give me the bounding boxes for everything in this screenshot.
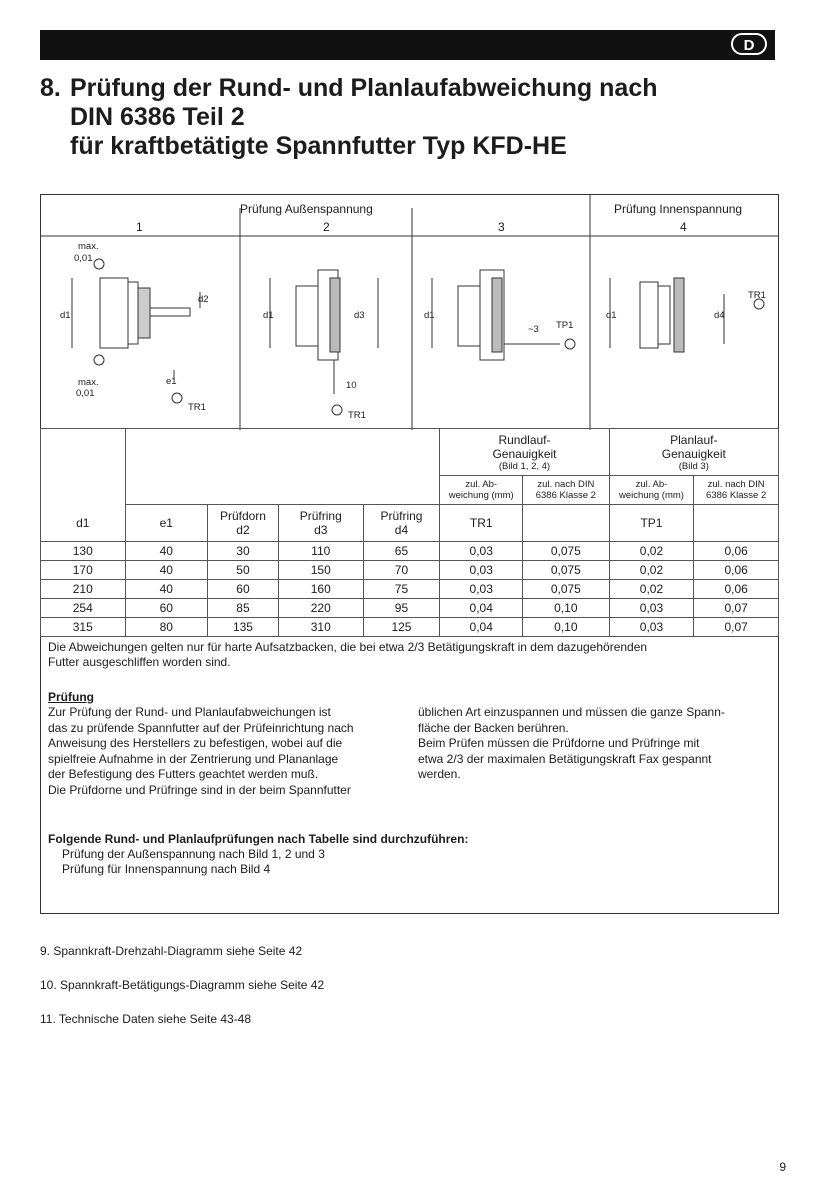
header-zul-2: zul. Ab- weichung (mm) bbox=[609, 476, 694, 505]
figure-number-3: 3 bbox=[498, 220, 505, 234]
test-diagrams bbox=[40, 194, 779, 430]
section-9: 9. Spannkraft-Drehzahl-Diagramm siehe Seite 42 bbox=[40, 944, 303, 958]
rund-label-2: Genauigkeit bbox=[492, 446, 557, 461]
table-cell: 0,03 bbox=[609, 598, 694, 617]
followup-item-1: Prüfung der Außenspannung nach Bild 1, 2 und 3 bbox=[62, 847, 325, 861]
table-cell: 65 bbox=[363, 541, 440, 560]
figure-number-1: 1 bbox=[136, 220, 143, 234]
table-cell: 0,07 bbox=[694, 617, 779, 636]
table-cell: 0,10 bbox=[523, 617, 610, 636]
table-cell: 150 bbox=[278, 560, 363, 579]
col-tr1: TR1 bbox=[440, 505, 523, 542]
table-cell: 40 bbox=[125, 579, 208, 598]
table-cell: 0,07 bbox=[694, 598, 779, 617]
table-cell: 135 bbox=[208, 617, 279, 636]
fig4-d4: d4 bbox=[714, 310, 725, 321]
followup-heading: Folgende Rund- und Planlaufprüfungen nach Tabelle sind durchzuführen: bbox=[48, 832, 469, 846]
plan-label-2: Genauigkeit bbox=[661, 446, 726, 461]
header-zul-1: zul. Ab- weichung (mm) bbox=[440, 476, 523, 505]
table-cell: 0,075 bbox=[523, 579, 610, 598]
fig2-tr1: TR1 bbox=[348, 410, 366, 421]
table-cell: 0,03 bbox=[440, 560, 523, 579]
col-pruefring-d3: Prüfring d3 bbox=[278, 505, 363, 542]
table-cell: 0,06 bbox=[694, 560, 779, 579]
language-badge: D bbox=[731, 33, 767, 55]
table-cell: 60 bbox=[125, 598, 208, 617]
col-pruefring-d4: Prüfring d4 bbox=[363, 505, 440, 542]
figure-4-inner-clamping bbox=[610, 278, 764, 352]
header-blank bbox=[125, 429, 440, 505]
rund-ref: (Bild 1, 2, 4) bbox=[498, 460, 551, 472]
table-cell: 85 bbox=[208, 598, 279, 617]
table-cell: 75 bbox=[363, 579, 440, 598]
label-max-1-value: 0,01 bbox=[74, 253, 93, 264]
table-cell: 95 bbox=[363, 598, 440, 617]
title-line-1: Prüfung der Rund- und Planlaufabweichung nach bbox=[70, 74, 658, 102]
table-cell: 0,10 bbox=[523, 598, 610, 617]
figure-number-4: 4 bbox=[680, 220, 687, 234]
table-cell: 70 bbox=[363, 560, 440, 579]
table-cell: 254 bbox=[41, 598, 126, 617]
title-line-2: DIN 6386 Teil 2 bbox=[70, 103, 245, 131]
fig3-d1: d1 bbox=[424, 310, 435, 321]
fig1-d1: d1 bbox=[60, 310, 71, 321]
page-title bbox=[40, 74, 658, 161]
table-cell: 0,03 bbox=[440, 541, 523, 560]
header-rundlauf bbox=[440, 429, 609, 476]
fig4-d1: d1 bbox=[606, 310, 617, 321]
table-cell: 80 bbox=[125, 617, 208, 636]
col-tp1: TP1 bbox=[609, 505, 694, 542]
header-din-2: zul. nach DIN 6386 Klasse 2 bbox=[694, 476, 779, 505]
figure-number-2: 2 bbox=[323, 220, 330, 234]
table-body bbox=[41, 541, 779, 636]
table-cell: 0,04 bbox=[440, 617, 523, 636]
header-din-1: zul. nach DIN 6386 Klasse 2 bbox=[523, 476, 610, 505]
table-cell: 0,02 bbox=[609, 579, 694, 598]
table-cell: 0,02 bbox=[609, 560, 694, 579]
table-row bbox=[41, 579, 779, 598]
fig4-tr1: TR1 bbox=[748, 290, 766, 301]
col-blank-1 bbox=[523, 505, 610, 542]
table-cell: 0,03 bbox=[440, 579, 523, 598]
table-row bbox=[41, 560, 779, 579]
plan-label-1: Planlauf- bbox=[670, 432, 718, 447]
fig2-d1: d1 bbox=[263, 310, 274, 321]
pruefung-right-column: üblichen Art einzuspannen und müssen die ganze Spann- fläche der Backen berühren. Beim Prüfen müssen die Prüfdorne und Prüfringe mit etwa 2/3 der maximalen Betätigungskraft Fax gespannt werden. bbox=[418, 705, 725, 781]
table-cell: 0,06 bbox=[694, 579, 779, 598]
pruefung-left-column: Zur Prüfung der Rund- und Planlaufabweichungen ist das zu prüfende Spannfutter auf der Prüfeinrichtung nach Anweisung des Herstellers zu befestigen, wobei auf die spielfreie Aufnahme in der Zentrierung und Plananlage der Befestigung des Futters geachtet werden muß. Die Prüfdorne und Prüfringe sind in der beim Spannfutter bbox=[48, 705, 354, 797]
title-line-3: für kraftbetätigte Spannfutter Typ KFD-HE bbox=[70, 132, 567, 160]
runout-table bbox=[40, 428, 779, 637]
figure-2-outer-ring bbox=[270, 270, 378, 415]
header-planlauf bbox=[609, 429, 778, 476]
table-header-columns bbox=[41, 505, 779, 542]
fig1-d2: d2 bbox=[198, 294, 209, 305]
table-cell: 30 bbox=[208, 541, 279, 560]
table-cell: 0,02 bbox=[609, 541, 694, 560]
table-cell: 0,06 bbox=[694, 541, 779, 560]
title-number: 8. bbox=[40, 74, 61, 102]
figure-3-face-runout bbox=[432, 270, 575, 360]
fig3-tp1: TP1 bbox=[556, 320, 574, 331]
table-cell: 110 bbox=[278, 541, 363, 560]
table-row bbox=[41, 617, 779, 636]
fig1-tr1: TR1 bbox=[188, 402, 206, 413]
col-d1: d1 bbox=[41, 505, 126, 542]
table-cell: 0,075 bbox=[523, 560, 610, 579]
label-max-1: max. bbox=[78, 241, 99, 252]
pruefung-heading: Prüfung bbox=[48, 690, 94, 704]
table-row bbox=[41, 598, 779, 617]
section-11: 11. Technische Daten siehe Seite 43-48 bbox=[40, 1012, 252, 1026]
label-max-2: max. bbox=[78, 377, 99, 388]
deviation-note bbox=[48, 640, 768, 670]
fig3-three: ~3 bbox=[528, 324, 539, 335]
fig1-e1: e1 bbox=[166, 376, 177, 387]
rund-label-1: Rundlauf- bbox=[498, 432, 551, 447]
table-cell: 40 bbox=[125, 541, 208, 560]
table-cell: 50 bbox=[208, 560, 279, 579]
plan-ref: (Bild 3) bbox=[678, 460, 709, 472]
note-line-2: Futter ausgeschliffen worden sind. bbox=[48, 655, 231, 669]
col-pruefdorn: Prüfdorn d2 bbox=[208, 505, 279, 542]
table-cell: 170 bbox=[41, 560, 126, 579]
table-cell: 210 bbox=[41, 579, 126, 598]
table-cell: 0,03 bbox=[609, 617, 694, 636]
header-d1-top bbox=[41, 429, 126, 505]
fig2-ten: 10 bbox=[346, 380, 357, 391]
fig2-d3: d3 bbox=[354, 310, 365, 321]
table-cell: 315 bbox=[41, 617, 126, 636]
page-number: 9 bbox=[779, 1160, 786, 1174]
label-max-2-value: 0,01 bbox=[76, 388, 95, 399]
table-row bbox=[41, 541, 779, 560]
table-cell: 40 bbox=[125, 560, 208, 579]
followup-item-2: Prüfung für Innenspannung nach Bild 4 bbox=[62, 862, 271, 876]
table-cell: 0,04 bbox=[440, 598, 523, 617]
group-inner-label: Prüfung Innenspannung bbox=[614, 202, 743, 216]
table-cell: 130 bbox=[41, 541, 126, 560]
table-cell: 160 bbox=[278, 579, 363, 598]
header-bar bbox=[40, 30, 775, 60]
group-outer-label: Prüfung Außenspannung bbox=[240, 202, 373, 216]
col-blank-2 bbox=[694, 505, 779, 542]
table-cell: 125 bbox=[363, 617, 440, 636]
section-10: 10. Spannkraft-Betätigungs-Diagramm siehe Seite 42 bbox=[40, 978, 325, 992]
table-cell: 60 bbox=[208, 579, 279, 598]
table-cell: 310 bbox=[278, 617, 363, 636]
table-cell: 220 bbox=[278, 598, 363, 617]
table-cell: 0,075 bbox=[523, 541, 610, 560]
table-header-groups bbox=[41, 429, 779, 476]
col-e1: e1 bbox=[125, 505, 208, 542]
note-line-1: Die Abweichungen gelten nur für harte Aufsatzbacken, die bei etwa 2/3 Betätigungskraft in dem dazugehörenden bbox=[48, 640, 648, 654]
